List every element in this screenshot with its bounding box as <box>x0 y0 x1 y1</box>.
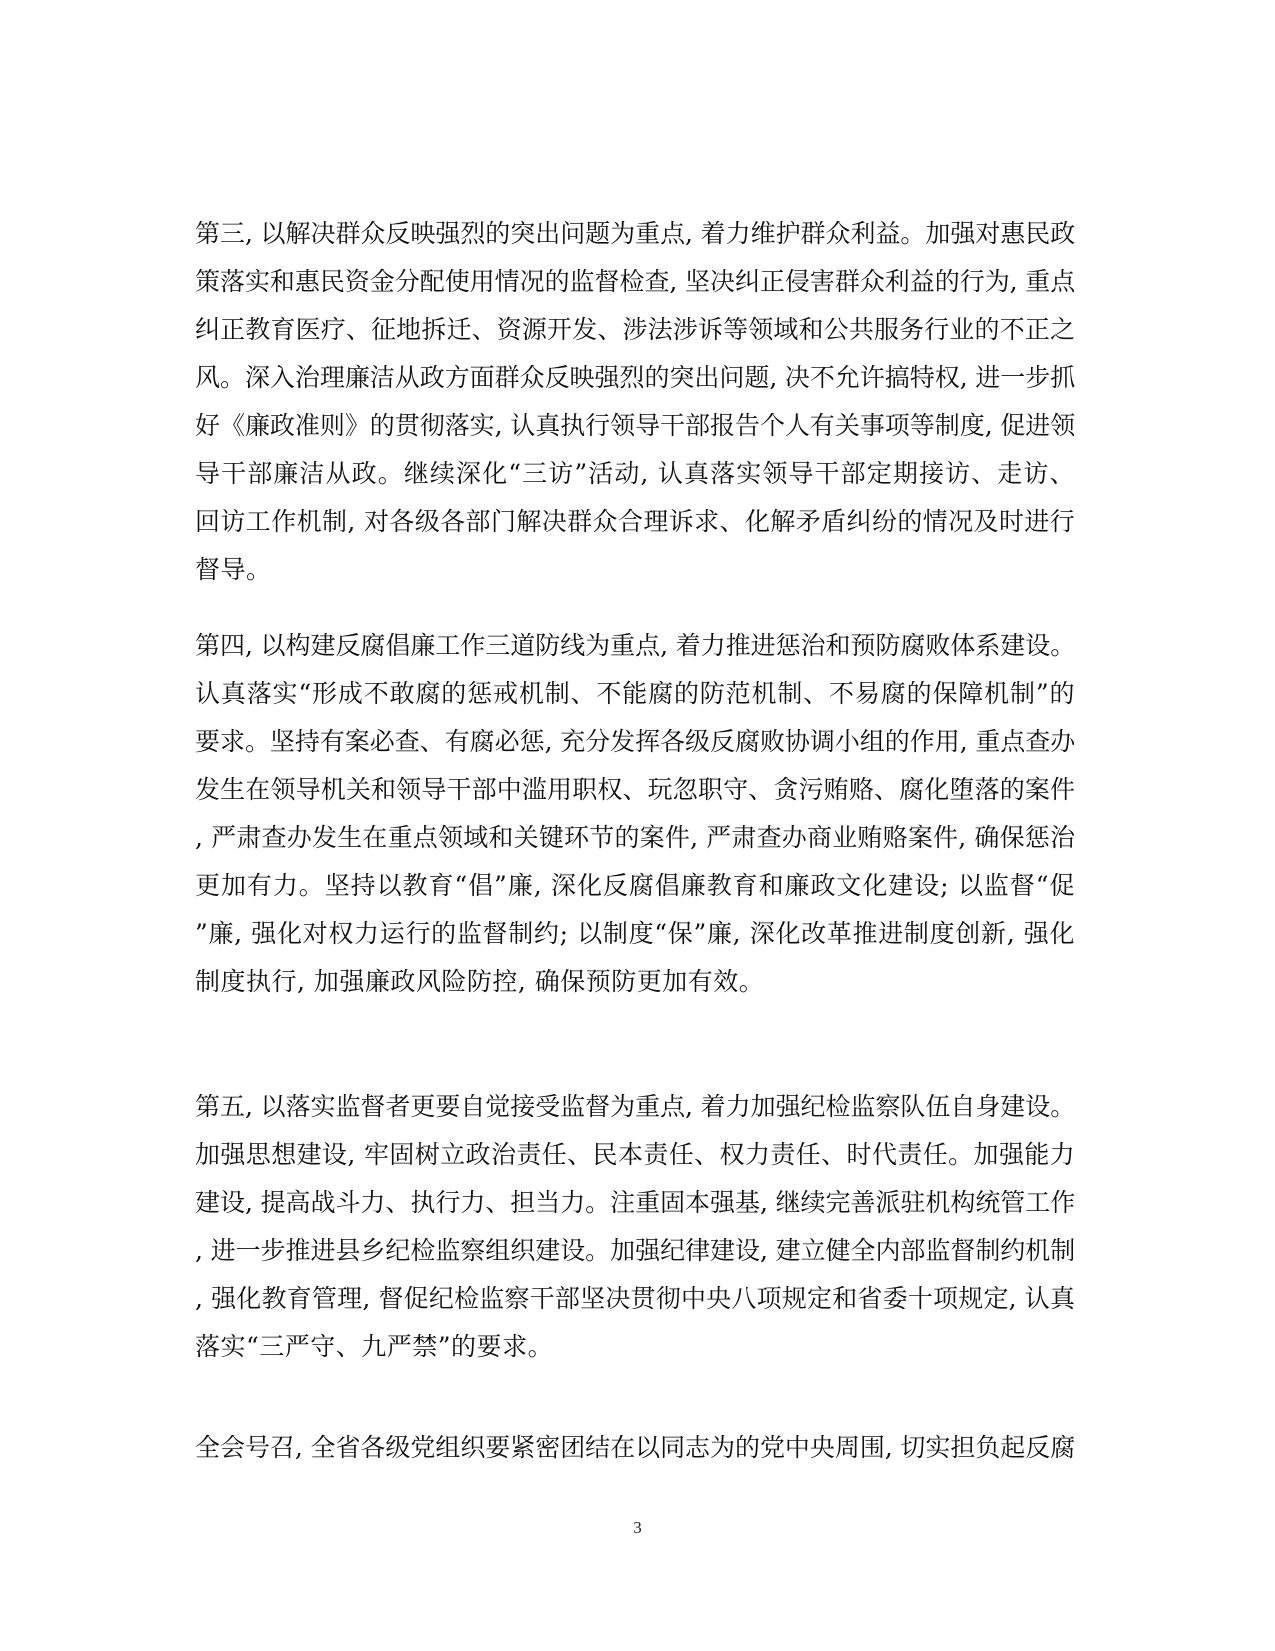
paragraph-line: 建设, 提高战斗力、执行力、担当力。注重固本强基, 继续完善派驻机构统管工作 <box>195 1188 1075 1217</box>
paragraph-plenary-call <box>195 1424 1075 1472</box>
paragraph-fourth-point <box>195 622 1075 1006</box>
paragraph-line: 督导。 <box>195 555 272 584</box>
paragraph-line: 第三, 以解决群众反映强烈的突出问题为重点, 着力维护群众利益。加强对惠民政 <box>195 219 1075 248</box>
paragraph-line: 全会号召, 全省各级党组织要紧密团结在以同志为的党中央周围, 切实担负起反腐 <box>195 1433 1075 1462</box>
paragraph-line: 要求。坚持有案必查、有腐必惩, 充分发挥各级反腐败协调小组的作用, 重点查办 <box>195 727 1075 756</box>
paragraph-line: 第五, 以落实监督者更要自觉接受监督为重点, 着力加强纪检监察队伍自身建设。 <box>195 1092 1075 1121</box>
paragraph-line: 好《廉政准则》的贯彻落实, 认真执行领导干部报告个人有关事项等制度, 促进领 <box>195 411 1075 440</box>
paragraph-line: 落实“三严守、九严禁”的要求。 <box>195 1332 554 1361</box>
paragraph-line: 发生在领导机关和领导干部中滥用职权、玩忽职守、贪污贿赂、腐化堕落的案件 <box>195 775 1075 804</box>
paragraph-line: 更加有力。坚持以教育“倡”廉, 深化反腐倡廉教育和廉政文化建设; 以监督“促 <box>195 871 1075 900</box>
paragraph-fifth-point <box>195 1083 1075 1371</box>
paragraph-line: 风。深入治理廉洁从政方面群众反映强烈的突出问题, 决不允许搞特权, 进一步抓 <box>195 363 1075 392</box>
paragraph-line: , 严肃查办发生在重点领域和关键环节的案件, 严肃查办商业贿赂案件, 确保惩治 <box>195 823 1075 852</box>
paragraph-line: 导干部廉洁从政。继续深化“三访”活动, 认真落实领导干部定期接访、走访、 <box>195 459 1075 488</box>
paragraph-line: 认真落实“形成不敢腐的惩戒机制、不能腐的防范机制、不易腐的保障机制”的 <box>195 679 1075 708</box>
paragraph-line: 纠正教育医疗、征地拆迁、资源开发、涉法涉诉等领域和公共服务行业的不正之 <box>195 315 1075 344</box>
paragraph-line: ”廉, 强化对权力运行的监督制约; 以制度“保”廉, 深化改革推进制度创新, 强化 <box>195 919 1075 948</box>
paragraph-third-point <box>195 210 1075 594</box>
paragraph-line: 加强思想建设, 牢固树立政治责任、民本责任、权力责任、时代责任。加强能力 <box>195 1140 1075 1169</box>
paragraph-line: 第四, 以构建反腐倡廉工作三道防线为重点, 着力推进惩治和预防腐败体系建设。 <box>195 631 1075 660</box>
page-number: 3 <box>633 1518 642 1537</box>
paragraph-line: , 强化教育管理, 督促纪检监察干部坚决贯彻中央八项规定和省委十项规定, 认真 <box>195 1284 1075 1313</box>
paragraph-line: 回访工作机制, 对各级各部门解决群众合理诉求、化解矛盾纠纷的情况及时进行 <box>195 507 1075 536</box>
paragraph-line: , 进一步推进县乡纪检监察组织建设。加强纪律建设, 建立健全内部监督制约机制 <box>195 1236 1075 1265</box>
paragraph-line: 制度执行, 加强廉政风险防控, 确保预防更加有效。 <box>195 967 765 996</box>
paragraph-line: 策落实和惠民资金分配使用情况的监督检查, 坚决纠正侵害群众利益的行为, 重点 <box>195 267 1075 296</box>
